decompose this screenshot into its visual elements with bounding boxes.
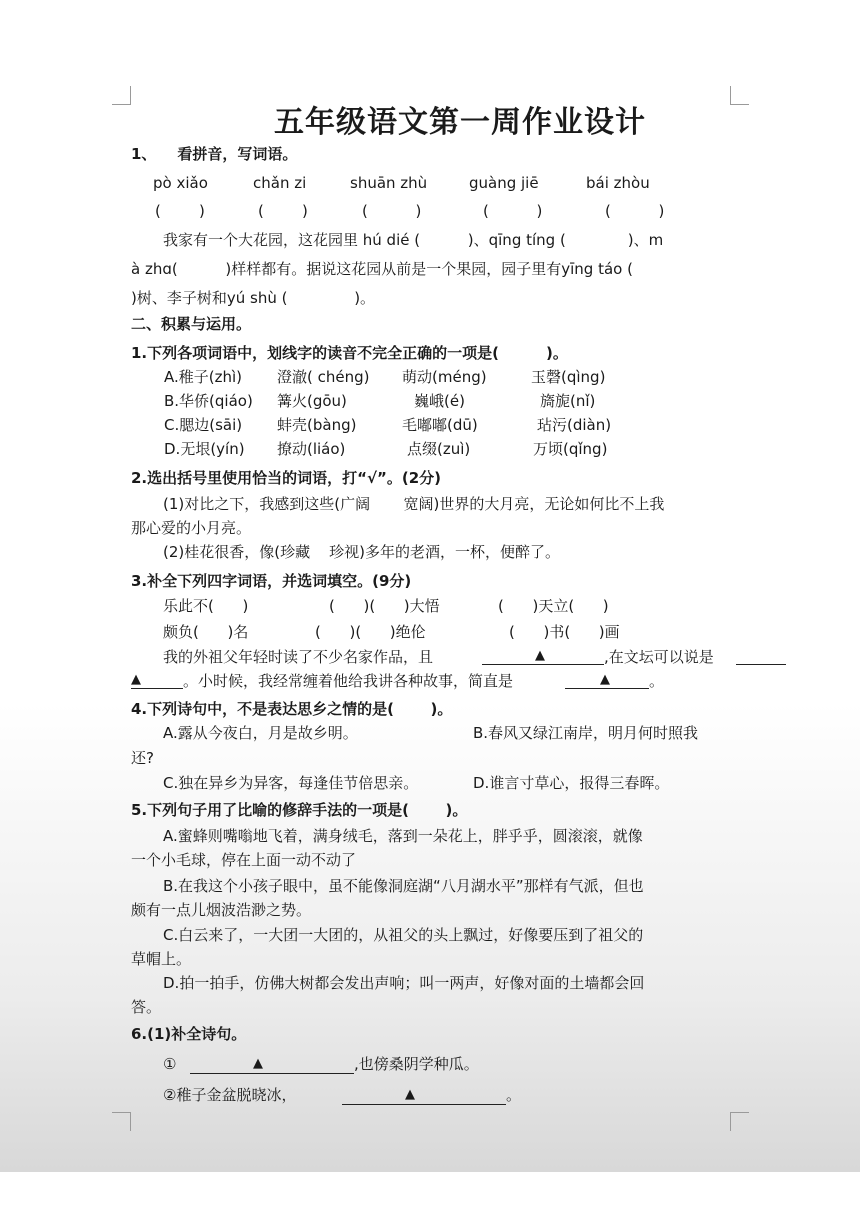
q1-pinyin-4: guàng jiē (469, 174, 539, 192)
q2-5-option-c-line-2: 草帽上。 (131, 950, 192, 968)
q2-5-option-b-line-1: B.在我这个小孩子眼中，虽不能像洞庭湖“八月湖水平”那样有气派，但也 (163, 877, 644, 895)
q2-3-paragraph-line-1: 我的外祖父年轻时读了不少名家作品，且 (163, 648, 434, 666)
q2-3-idiom-4: 颇负( )名 (163, 623, 249, 641)
page-background-strip (0, 1172, 860, 1216)
q2-1-heading: 1.下列各项词语中，划线字的读音不完全正确的一项是( )。 (131, 344, 568, 362)
poem-blank-1[interactable] (190, 1073, 354, 1074)
q2-5-option-a-line-2: 一个小毛球，停在上面一动不动了 (131, 851, 357, 869)
q2-1-row-d-4: 万顷(qǐng) (533, 440, 608, 458)
triangle-marker-3: ▲ (600, 672, 610, 687)
q2-5-option-c-line-1: C.白云来了，一大团一大团的，从祖父的头上飘过，好像要压到了祖父的 (163, 926, 644, 944)
q1-answer-1: ( ) (155, 202, 205, 220)
q2-1-row-c-1: C.腮边(sāi) (164, 416, 243, 434)
q2-1-row-b-1: B.华侨(qiáo) (164, 392, 253, 410)
q2-1-row-c-4: 玷污(diàn) (537, 416, 612, 434)
q2-1-row-c-2: 蚌壳(bàng) (277, 416, 357, 434)
q2-2-line-3: (2)桂花很香，像(珍藏 珍视)多年的老酒，一杯，便醉了。 (163, 543, 561, 561)
q1-answer-3: ( ) (362, 202, 422, 220)
q1-answer-5: ( ) (605, 202, 665, 220)
q1-pinyin-5: bái zhòu (586, 174, 650, 192)
q1-paragraph-line-1: 我家有一个大花园，这花园里 hú dié ( )、qīng tíng ( )、m (163, 231, 664, 249)
q2-2-line-1: (1)对比之下，我感到这些(广阔 宽阔)世界的大月亮，无论如何比不上我 (163, 495, 665, 513)
q2-6-line-1-prefix: ① (163, 1055, 177, 1073)
page-title: 五年级语文第一周作业设计 (274, 105, 646, 140)
q2-3-idiom-1: 乐此不( ) (163, 597, 249, 615)
answer-blank-1[interactable] (482, 664, 604, 665)
answer-blank-2-cont[interactable] (131, 688, 183, 689)
answer-blank-2[interactable] (736, 664, 786, 665)
q2-1-row-a-3: 萌动(méng) (402, 368, 487, 386)
answer-blank-3[interactable] (565, 688, 649, 689)
q2-3-idiom-2: ( )( )大悟 (329, 597, 440, 615)
q2-1-row-d-2: 撩动(liáo) (277, 440, 346, 458)
q2-3-heading: 3.补全下列四字词语，并选词填空。(9分) (131, 572, 412, 590)
q2-4-option-d: D.谁言寸草心，报得三春晖。 (473, 774, 670, 792)
q1-paragraph-line-3: )树、李子树和yú shù ( )。 (131, 289, 376, 307)
q2-3-idiom-3: ( )天立( ) (498, 597, 609, 615)
triangle-marker-4: ▲ (253, 1056, 263, 1071)
triangle-marker-5: ▲ (405, 1087, 415, 1102)
q2-1-row-b-4: 旖旎(nǐ) (540, 392, 596, 410)
margin-corner-bottom-left (112, 1112, 131, 1131)
q1-paragraph-line-2: à zhɑ( )样样都有。据说这花园从前是一个果园，园子里有yīng táo ( (131, 260, 633, 278)
q2-5-heading: 5.下列句子用了比喻的修辞手法的一项是( )。 (131, 801, 468, 819)
margin-corner-bottom-right (730, 1112, 749, 1131)
q2-2-line-2: 那心爱的小月亮。 (131, 519, 252, 537)
q2-5-option-d-line-1: D.拍一拍手，仿佛大树都会发出声响；叫一两声，好像对面的土墙都会回 (163, 974, 645, 992)
q2-1-row-a-4: 玉磬(qìng) (531, 368, 606, 386)
triangle-marker-2: ▲ (131, 672, 141, 687)
q2-4-option-a: A.露从今夜白，月是故乡明。 (163, 724, 358, 742)
q2-4-option-c: C.独在异乡为异客，每逢佳节倍思亲。 (163, 774, 419, 792)
q2-1-row-c-3: 毛嘟嘟(dū) (402, 416, 478, 434)
q2-1-row-d-3: 点缀(zuì) (407, 440, 471, 458)
q1-heading: 1、 看拼音，写词语。 (131, 145, 298, 163)
q1-pinyin-3: shuān zhù (350, 174, 428, 192)
q1-answer-2: ( ) (258, 202, 308, 220)
q2-3-paragraph-line-2: 。小时候，我经常缠着他给我讲各种故事，简直是 (183, 672, 514, 690)
q2-2-heading: 2.选出括号里使用恰当的词语，打“√”。(2分) (131, 469, 442, 487)
q2-3-paragraph-line-1-end: ,在文坛可以说是 (604, 648, 714, 666)
q2-6-line-1-suffix: ,也傍桑阴学种瓜。 (354, 1055, 479, 1073)
q2-5-option-a-line-1: A.蜜蜂则嘴嗡地飞着，满身绒毛，落到一朵花上，胖乎乎，圆滚滚，就像 (163, 827, 643, 845)
q2-1-row-a-2: 澄澈( chéng) (277, 368, 370, 386)
q2-5-option-b-line-2: 颇有一点儿烟波浩渺之势。 (131, 901, 312, 919)
q2-6-heading: 6.(1)补全诗句。 (131, 1025, 247, 1043)
q2-1-row-b-2: 篝火(gōu) (277, 392, 347, 410)
triangle-marker-1: ▲ (535, 648, 545, 663)
q1-pinyin-2: chǎn zi (253, 174, 307, 192)
q2-4-option-b-cont: 还? (131, 749, 154, 767)
q2-1-row-b-3: 巍峨(é) (414, 392, 465, 410)
poem-blank-2[interactable] (342, 1104, 506, 1105)
section-heading: 二、积累与运用。 (131, 315, 252, 333)
q2-3-idiom-5: ( )( )绝伦 (315, 623, 426, 641)
q2-6-line-2-suffix: 。 (506, 1086, 522, 1104)
q1-pinyin-1: pò xiǎo (153, 174, 208, 192)
q2-5-option-d-line-2: 答。 (131, 998, 162, 1016)
q2-1-row-a-1: A.稚子(zhì) (164, 368, 243, 386)
q2-3-paragraph-line-2-end: 。 (649, 672, 665, 690)
q2-1-row-d-1: D.无垠(yín) (164, 440, 245, 458)
q2-6-line-2-prefix: ②稚子金盆脱晓冰， (163, 1086, 297, 1104)
q1-answer-4: ( ) (483, 202, 543, 220)
q2-4-heading: 4.下列诗句中，不是表达思乡之情的是( )。 (131, 700, 453, 718)
q2-4-option-b: B.春风又绿江南岸，明月何时照我 (473, 724, 699, 742)
q2-3-idiom-6: ( )书( )画 (509, 623, 620, 641)
